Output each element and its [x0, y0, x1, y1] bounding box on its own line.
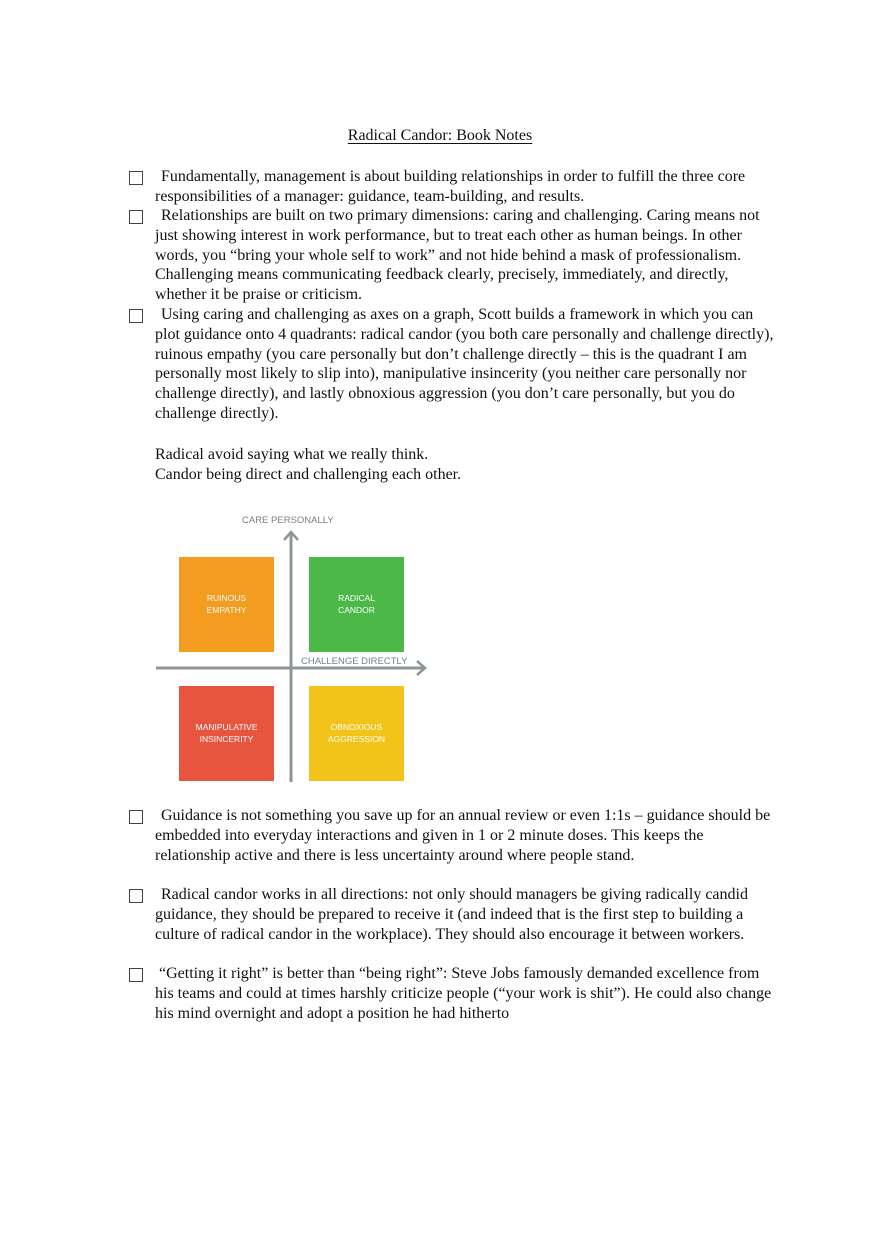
bullet-box-icon [129, 889, 143, 903]
quadrant-label: RUINOUS [206, 593, 247, 603]
x-axis-label: CHALLENGE DIRECTLY [301, 656, 408, 667]
bullet-box-icon [129, 171, 143, 185]
quadrant-label: EMPATHY [206, 605, 247, 615]
quadrant-label: CANDOR [338, 605, 375, 615]
definition-candor: Candor being direct and challenging each other. [155, 466, 462, 483]
quadrant-chart [150, 510, 440, 790]
quadrant-label: AGGRESSION [327, 734, 386, 744]
quadrant-label: MANIPULATIVE [195, 722, 258, 732]
bullet-text-3: Using caring and challenging as axes on a graph, Scott builds a framework in which you can plot guidance onto 4 quadrants: radical candor (you both care personally and challenge directly), ruinous empathy (you care personally but don’t challenge directly – this is the quadrant I am personally most likely to slip into), manipulative insincerity (you neither care personally nor challenge directly), and lastly obnoxious aggression (you don’t care personally, but you do challenge directly). [155, 306, 774, 422]
y-axis-label: CARE PERSONALLY [242, 515, 334, 526]
quadrant-label: OBNOXIOUS [330, 722, 383, 732]
definition-radical: Radical avoid saying what we really think. [155, 446, 429, 463]
quadrant-label: RADICAL [338, 593, 375, 603]
bullet-box-icon [129, 968, 143, 982]
page-title [0, 126, 880, 146]
page-title-text: Radical Candor: Book Notes [347, 127, 533, 144]
radical-candor-diagram [150, 510, 440, 790]
bullet-box-icon [129, 309, 143, 323]
bullet-text-2: Relationships are built on two primary dimensions: caring and challenging. Caring means not just showing interest in work performance, but to treat each other as human beings. In other words, you “bring your whole self to work” and not hide behind a mask of professionalism. Challenging means communicating feedback clearly, precisely, immediately, and directly, whether it be praise or criticism. [155, 207, 760, 304]
bullet-text-1: Fundamentally, management is about building relationships in order to fulfill the three core responsibilities of a manager: guidance, team-building, and results. [155, 168, 746, 205]
quadrant-label: INSINCERITY [199, 734, 254, 744]
bullet-box-icon [129, 210, 143, 224]
bullet-text-4: Guidance is not something you save up for an annual review or even 1:1s – guidance should be embedded into everyday interactions and given in 1 or 2 minute doses. This keeps the relationship active and there is less uncertainty around where people stand. [155, 807, 771, 864]
bullet-text-6: “Getting it right” is better than “being right”: Steve Jobs famously demanded excellence from his teams and could at times harshly criticize people (“your work is shit”). He could also change his mind overnight and adopt a position he had hitherto [155, 965, 772, 1022]
bullet-text-5: Radical candor works in all directions: not only should managers be giving radically candid guidance, they should be prepared to receive it (and indeed that is the first step to building a culture of radical candor in the workplace). They should also encourage it between workers. [155, 886, 748, 943]
bullet-box-icon [129, 810, 143, 824]
